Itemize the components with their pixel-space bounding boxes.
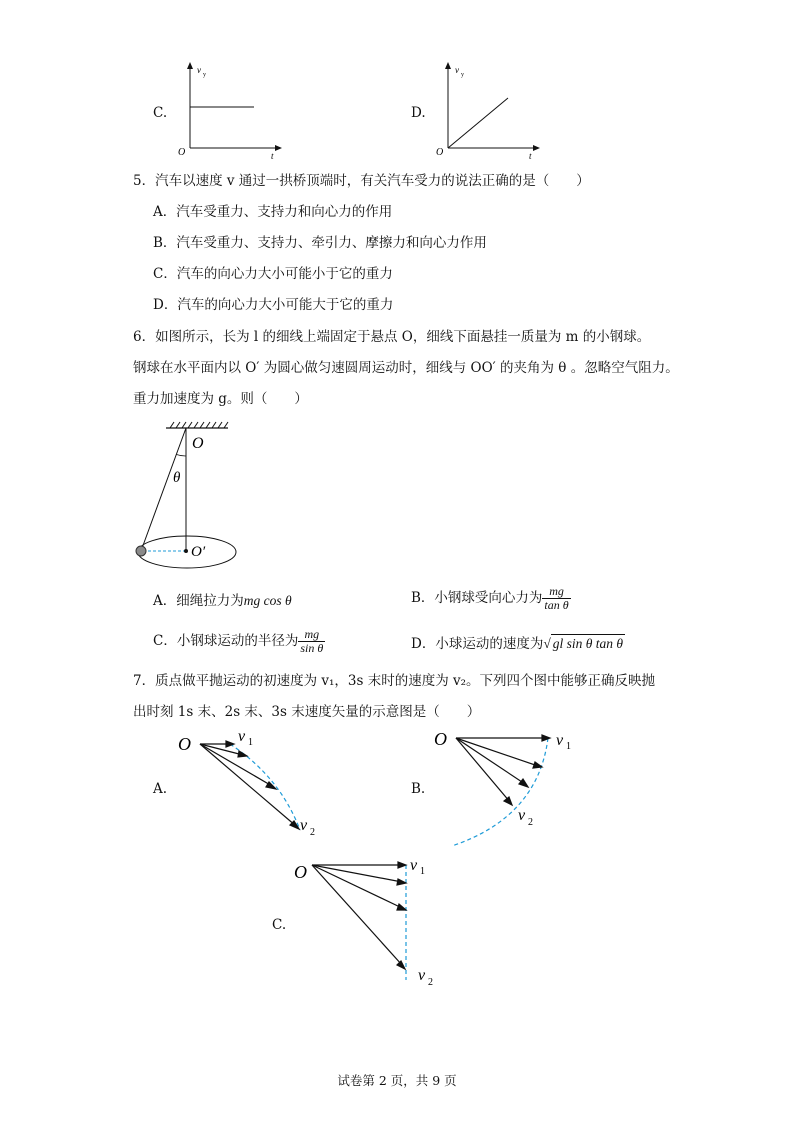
- svg-text:O: O: [294, 862, 307, 882]
- q5-option-d: D．汽车的向心力大小可能大于它的重力: [153, 297, 394, 313]
- svg-text:1: 1: [248, 737, 253, 748]
- svg-text:O: O: [434, 729, 447, 749]
- axis-label-vy: v: [197, 65, 201, 75]
- svg-text:v: v: [455, 65, 459, 75]
- q6-option-b-fraction: $\frac{mg}{\text{tan θ}}$: [544, 584, 569, 612]
- q5-option-c: C．汽车的向心力大小可能小于它的重力: [153, 266, 393, 282]
- q7-figure-b: [428, 722, 588, 852]
- svg-text:O: O: [178, 734, 191, 754]
- page-footer: 试卷第 2 页，共 9 页: [337, 1073, 457, 1088]
- svg-text:2: 2: [528, 817, 533, 828]
- q6-stem-line3: 重力加速度为 g。则（ ）: [133, 391, 308, 407]
- q6-stem-line1: 6．如图所示，长为 l 的细线上端固定于悬点 O，细线下面悬挂一质量为 m 的小钢球。: [133, 329, 651, 345]
- q7-figure-b-label: B.: [411, 781, 426, 797]
- q5-option-b: B．汽车受重力、支持力、牵引力、摩擦力和向心力作用: [153, 235, 487, 251]
- q6-figure-conical-pendulum: [130, 420, 280, 580]
- q7-figure-c-label: C.: [272, 917, 287, 933]
- q7-figure-a: [170, 722, 330, 847]
- q6-option-a-expr: mg cos θ: [243, 593, 292, 608]
- q6-option-a: A．细绳拉力为mg cos θ: [153, 593, 292, 609]
- svg-text:O: O: [436, 147, 444, 158]
- svg-text:v: v: [410, 857, 418, 874]
- q6-option-d-sqrt: gl sin θ tan θ: [552, 636, 624, 651]
- q6-option-c-fraction: $\frac{mg}{\text{sin θ}}$: [300, 627, 324, 655]
- q5-stem: 5．汽车以速度 v 通过一拱桥顶端时，有关汽车受力的说法正确的是（ ）: [133, 173, 590, 189]
- q4-option-c-graph: [170, 58, 290, 168]
- svg-text:1: 1: [566, 741, 571, 752]
- label-theta: θ: [173, 470, 181, 486]
- q7-stem-line2: 出时刻 1s 末、2s 末、3s 末速度矢量的示意图是（ ）: [133, 704, 481, 720]
- svg-text:v: v: [418, 967, 426, 984]
- q4-option-c-label: C.: [153, 105, 168, 121]
- svg-text:2: 2: [310, 827, 315, 838]
- q6-option-c: C．小钢球运动的半径为 $\frac{mg}{\text{sin θ}}$: [153, 627, 324, 655]
- svg-text:v: v: [300, 817, 308, 834]
- svg-text:1: 1: [420, 866, 425, 877]
- q4-option-d-graph: [428, 58, 548, 168]
- q6-stem-line2: 钢球在水平面内以 O′ 为圆心做匀速圆周运动时，细线与 OO′ 的夹角为 θ 。忽略空气阻力。: [133, 360, 679, 376]
- origin-label: O: [178, 147, 186, 158]
- svg-text:v: v: [238, 728, 246, 745]
- q6-option-d: D．小球运动的速度为√ gl sin θ tan θ: [411, 636, 624, 652]
- svg-text:v: v: [518, 807, 526, 824]
- q7-stem-line1: 7．质点做平抛运动的初速度为 v₁，3s 末时的速度为 v₂。下列四个图中能够正确反映抛: [133, 673, 656, 689]
- q7-figure-a-label: A.: [153, 781, 168, 797]
- q7-figure-c: [290, 852, 450, 992]
- svg-text:y: y: [461, 72, 464, 78]
- label-O-prime: O′: [191, 544, 206, 560]
- q6-option-b: B．小钢球受向心力为 $\frac{mg}{\text{tan θ}}$: [411, 584, 569, 612]
- q4-option-d-label: D.: [411, 105, 426, 121]
- label-O: O: [192, 435, 204, 452]
- svg-text:2: 2: [428, 977, 433, 988]
- svg-text:t: t: [529, 151, 532, 161]
- svg-text:v: v: [556, 732, 564, 749]
- axis-label-t: t: [271, 151, 274, 161]
- svg-text:y: y: [203, 72, 206, 78]
- q5-option-a: A．汽车受重力、支持力和向心力的作用: [153, 204, 393, 220]
